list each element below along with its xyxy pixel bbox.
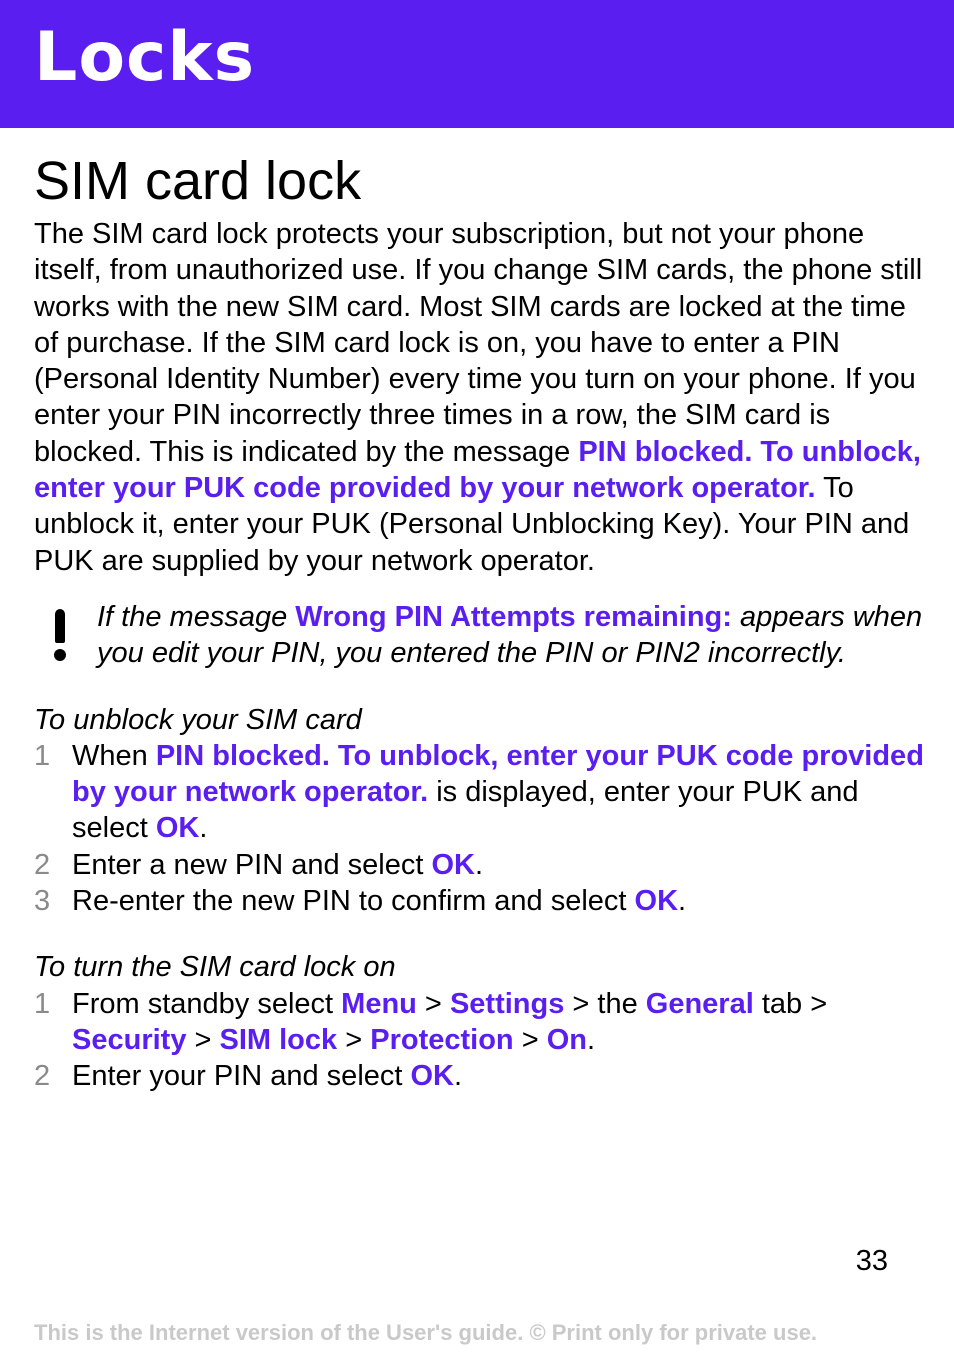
step-text: > the (564, 987, 646, 1020)
note-text-post: appears when you edit your PIN, you entered the PIN or PIN2 incorrectly. (97, 600, 923, 670)
turn-on-steps (34, 986, 924, 1095)
step-text: From standby select (72, 987, 342, 1020)
list-item (34, 1058, 924, 1094)
separator: > (513, 1023, 547, 1056)
section-body (34, 216, 924, 579)
step-number: 2 (34, 1060, 51, 1093)
separator: > (416, 987, 450, 1020)
step-text: . (474, 848, 484, 881)
message-wrong-pin: Wrong PIN Attempts remaining: (295, 600, 732, 633)
unblock-heading: To unblock your SIM card (34, 703, 362, 736)
turn-on-heading: To turn the SIM card lock on (34, 951, 396, 984)
list-item (34, 883, 924, 919)
separator: > (186, 1023, 220, 1056)
step-text: Enter your PIN and select (72, 1060, 411, 1093)
list-item (34, 738, 924, 847)
body-text: The SIM card lock protects your subscription, but not your phone itself, from unauthorized use. If you change SIM cards, the phone still works with the new SIM card. Most SIM cards are locked at the time of purchase. If the SIM card lock is on, you have to enter a PIN (Personal Identity Number) every time you turn on your phone. If you enter your PIN incorrectly three times in a row, the SIM card is blocked. This is indicated by the message (34, 218, 923, 468)
note-box (34, 599, 924, 672)
step-text: . (678, 885, 687, 918)
body-text-continued: To unblock it, enter your PUK (Personal Unblocking Key). Your PIN and PUK are supplied by your network operator. (34, 472, 910, 577)
header-banner (0, 0, 954, 128)
exclamation-icon (52, 609, 68, 661)
ok-softkey: OK (634, 885, 679, 918)
step-text: Re-enter the new PIN to confirm and select (72, 885, 635, 918)
step-text: . (199, 812, 208, 845)
step-text: tab > (753, 987, 828, 1020)
footer-notice: This is the Internet version of the User's guide. © Print only for private use. (34, 1320, 818, 1345)
ok-softkey: OK (155, 812, 200, 845)
list-item (34, 986, 924, 1059)
step-text: When (72, 739, 156, 772)
tab-general: General (645, 987, 754, 1020)
step-text: is displayed, enter your PUK and select (72, 776, 859, 845)
step-text: . (586, 1023, 596, 1056)
step-text: Enter a new PIN and select (72, 848, 432, 881)
step-number: 1 (34, 987, 51, 1020)
note-text-pre: If the message (97, 600, 296, 633)
menu-item-sim-lock: SIM lock (219, 1023, 338, 1056)
note-text (97, 599, 924, 672)
separator: > (337, 1023, 371, 1056)
step-text: . (454, 1060, 463, 1093)
page-title: Locks (34, 18, 256, 97)
ok-softkey: OK (410, 1060, 454, 1093)
step-number: 1 (34, 739, 51, 772)
unblock-steps (34, 738, 924, 919)
message-pin-blocked: PIN blocked. To unblock, enter your PUK code provided by your network operator. (34, 435, 921, 505)
page-number: 33 (855, 1245, 888, 1277)
ok-softkey: OK (431, 848, 475, 881)
step-number: 3 (34, 885, 51, 918)
section-heading: SIM card lock (34, 151, 362, 211)
list-item (34, 847, 924, 883)
menu-item-protection: Protection (370, 1023, 514, 1056)
message-pin-blocked: PIN blocked. To unblock, enter your PUK code provided by your network operator. (72, 739, 924, 809)
menu-item-settings: Settings (449, 987, 565, 1020)
menu-item-on: On (546, 1023, 587, 1056)
main-content (34, 150, 924, 1095)
menu-item-menu: Menu (341, 987, 417, 1020)
step-number: 2 (34, 848, 51, 881)
menu-item-security: Security (72, 1023, 187, 1056)
